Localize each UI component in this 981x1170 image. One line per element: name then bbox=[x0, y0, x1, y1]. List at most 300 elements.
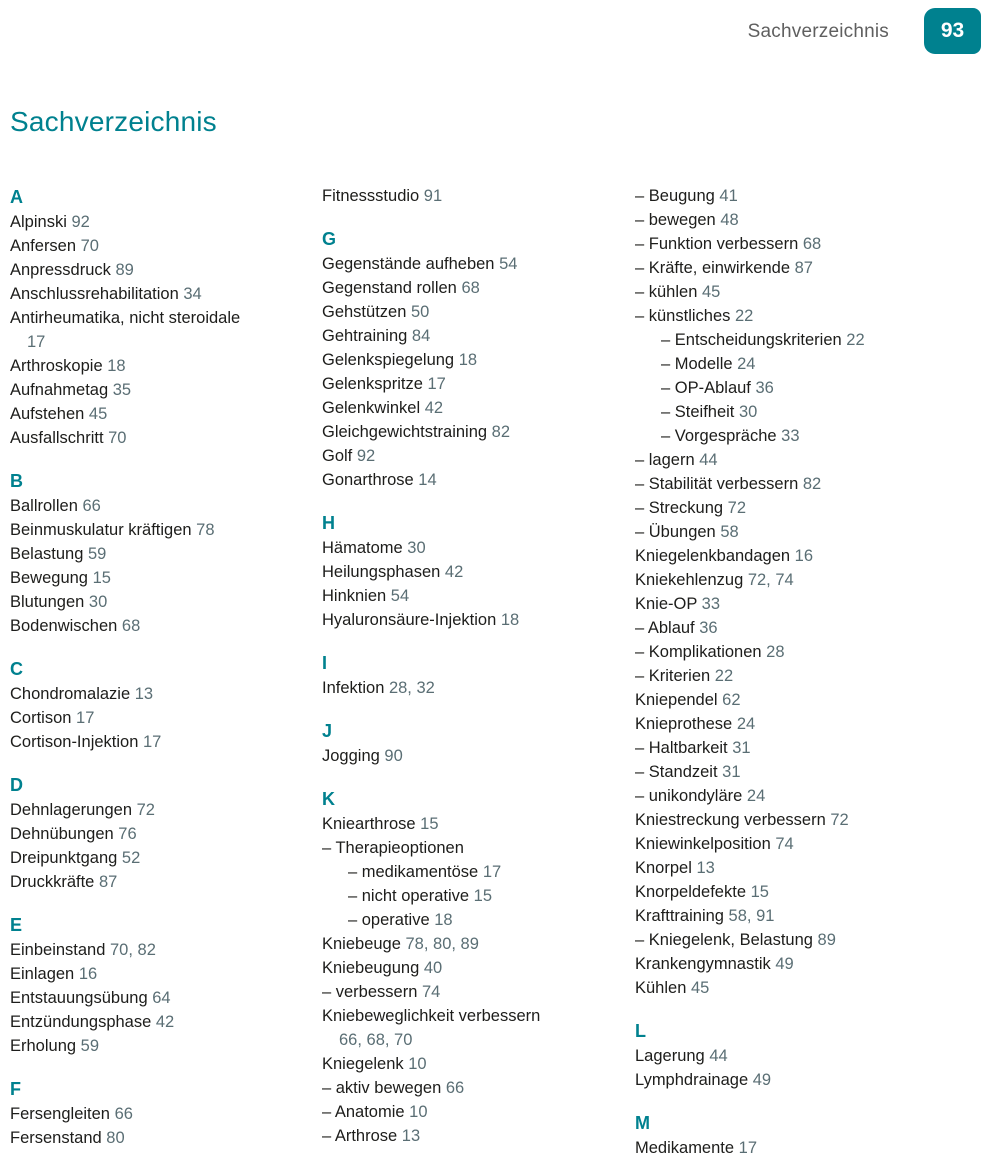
entry-pages: 66 bbox=[441, 1079, 465, 1097]
entry-pages: 66, 68, 70 bbox=[339, 1031, 413, 1049]
index-entry bbox=[635, 472, 975, 496]
entry-term: – Ablauf bbox=[635, 619, 695, 637]
entry-pages: 13 bbox=[691, 859, 715, 877]
entry-pages: 22 bbox=[730, 307, 754, 325]
entry-pages: 13 bbox=[397, 1127, 421, 1145]
entry-term: Lymphdrainage bbox=[635, 1071, 749, 1089]
index-entry bbox=[635, 832, 975, 856]
index-entry bbox=[10, 210, 312, 234]
entry-pages: 10 bbox=[403, 1055, 427, 1073]
index-entry bbox=[635, 232, 975, 256]
index-entry bbox=[322, 1076, 626, 1100]
index-entry bbox=[10, 798, 312, 822]
entry-term: Erholung bbox=[10, 1037, 77, 1055]
entry-pages: 13 bbox=[130, 685, 154, 703]
index-entry bbox=[635, 568, 975, 592]
index-section-J bbox=[322, 718, 626, 768]
entry-pages: 82 bbox=[487, 423, 511, 441]
entry-term: – lagern bbox=[635, 451, 695, 469]
index-entry bbox=[10, 938, 312, 962]
entry-term: Hinknien bbox=[322, 587, 387, 605]
entry-term: Knieprothese bbox=[635, 715, 733, 733]
index-section-C bbox=[10, 656, 312, 754]
entry-term: Gehtraining bbox=[322, 327, 408, 345]
index-entry bbox=[322, 1100, 626, 1124]
entry-pages: 31 bbox=[717, 763, 741, 781]
index-section-B bbox=[10, 468, 312, 638]
entry-pages: 22 bbox=[710, 667, 734, 685]
entry-term: – verbessern bbox=[322, 983, 418, 1001]
index-section-K bbox=[322, 786, 626, 1148]
section-letter-K: K bbox=[322, 789, 335, 809]
entry-term: Gegenstände aufheben bbox=[322, 255, 495, 273]
index-entry bbox=[635, 928, 975, 952]
section-letter-E: E bbox=[10, 915, 23, 935]
entry-pages: 54 bbox=[494, 255, 518, 273]
entry-pages: 17 bbox=[27, 333, 46, 351]
entry-pages: 64 bbox=[147, 989, 171, 1007]
entry-pages: 30 bbox=[734, 403, 758, 421]
entry-pages: 18 bbox=[454, 351, 478, 369]
index-entry bbox=[635, 904, 975, 928]
index-entry bbox=[10, 542, 312, 566]
entry-pages: 18 bbox=[102, 357, 126, 375]
index-entry bbox=[661, 328, 975, 352]
index-entry bbox=[10, 822, 312, 846]
index-entry bbox=[10, 846, 312, 870]
entry-term: Kniebeuge bbox=[322, 935, 401, 953]
entry-pages: 33 bbox=[697, 595, 720, 613]
entry-term: Kniekehlenzug bbox=[635, 571, 744, 589]
entry-term: Hämatome bbox=[322, 539, 403, 557]
entry-term: Antirheumatika, nicht steroidale bbox=[10, 309, 241, 327]
entry-pages: 59 bbox=[76, 1037, 99, 1055]
entry-term: Ballrollen bbox=[10, 497, 78, 515]
entry-term: Blutungen bbox=[10, 593, 85, 611]
entry-pages: 17 bbox=[138, 733, 162, 751]
index-entry bbox=[10, 258, 312, 282]
section-letter-J: J bbox=[322, 721, 333, 741]
index-section-A bbox=[10, 184, 312, 450]
index-entry bbox=[635, 952, 975, 976]
entry-term: Beinmuskulatur kräftigen bbox=[10, 521, 192, 539]
index-entry bbox=[322, 608, 626, 632]
entry-pages: 58, 91 bbox=[723, 907, 775, 925]
index-entry bbox=[322, 468, 626, 492]
entry-pages: 74 bbox=[770, 835, 794, 853]
index-section-L bbox=[635, 1018, 975, 1092]
entry-term: – Streckung bbox=[635, 499, 724, 517]
entry-pages: 15 bbox=[415, 815, 439, 833]
index-entry bbox=[10, 1102, 312, 1126]
entry-pages: 76 bbox=[113, 825, 137, 843]
index-entry bbox=[10, 1034, 312, 1058]
entry-pages: 14 bbox=[413, 471, 437, 489]
entry-pages: 10 bbox=[404, 1103, 428, 1121]
index-section-G bbox=[322, 226, 626, 492]
index-entry bbox=[322, 560, 626, 584]
index-entry bbox=[10, 614, 312, 638]
entry-term: Krafttraining bbox=[635, 907, 724, 925]
entry-term: Golf bbox=[322, 447, 353, 465]
index-entry bbox=[10, 682, 312, 706]
index-entry bbox=[635, 736, 975, 760]
section-letter-A: A bbox=[10, 187, 23, 207]
index-entry bbox=[322, 536, 626, 560]
index-entry bbox=[10, 426, 312, 450]
entry-term: Cortison bbox=[10, 709, 72, 727]
index-entry bbox=[635, 760, 975, 784]
entry-term: Entstauungsübung bbox=[10, 989, 148, 1007]
entry-pages: 70 bbox=[76, 237, 99, 255]
index-entry bbox=[322, 372, 626, 396]
entry-term: – Anatomie bbox=[322, 1103, 405, 1121]
entry-term: Kniestreckung verbessern bbox=[635, 811, 826, 829]
entry-pages: 49 bbox=[748, 1071, 772, 1089]
index-section-E bbox=[10, 912, 312, 1058]
entry-term: – aktiv bewegen bbox=[322, 1079, 442, 1097]
index-entry bbox=[322, 396, 626, 420]
index-entry bbox=[10, 870, 312, 894]
entry-pages: 34 bbox=[178, 285, 202, 303]
index-entry bbox=[635, 1044, 975, 1068]
entry-term: Einbeinstand bbox=[10, 941, 106, 959]
entry-term: – Funktion verbessern bbox=[635, 235, 799, 253]
entry-pages: 42 bbox=[440, 563, 464, 581]
entry-term: Belastung bbox=[10, 545, 84, 563]
entry-pages: 36 bbox=[750, 379, 774, 397]
entry-pages: 72 bbox=[132, 801, 155, 819]
entry-pages: 66 bbox=[109, 1105, 133, 1123]
section-letter-D: D bbox=[10, 775, 23, 795]
entry-pages: 16 bbox=[790, 547, 813, 565]
entry-pages: 68 bbox=[798, 235, 822, 253]
index-section-D bbox=[10, 772, 312, 894]
entry-term: Fitnessstudio bbox=[322, 187, 420, 205]
entry-term: – Standzeit bbox=[635, 763, 718, 781]
entry-term: – Übungen bbox=[635, 523, 716, 541]
index-entry bbox=[635, 880, 975, 904]
page-title: Sachverzeichnis bbox=[10, 106, 217, 137]
entry-pages: 58 bbox=[715, 523, 739, 541]
entry-pages: 15 bbox=[746, 883, 769, 901]
entry-term: – operative bbox=[348, 911, 430, 929]
index-entry bbox=[635, 448, 975, 472]
entry-pages: 74 bbox=[417, 983, 441, 1001]
entry-pages: 78 bbox=[191, 521, 215, 539]
index-entry bbox=[10, 494, 312, 518]
entry-term: Knorpeldefekte bbox=[635, 883, 746, 901]
entry-pages: 89 bbox=[812, 931, 836, 949]
index-entry bbox=[10, 378, 312, 402]
entry-term: Cortison-Injektion bbox=[10, 733, 139, 751]
entry-pages: 15 bbox=[469, 887, 493, 905]
entry-pages: 42 bbox=[151, 1013, 175, 1031]
entry-term: Anpressdruck bbox=[10, 261, 111, 279]
index-section-M bbox=[635, 1110, 975, 1160]
section-letter-G: G bbox=[322, 229, 337, 249]
entry-pages: 28 bbox=[761, 643, 785, 661]
index-entry bbox=[635, 280, 975, 304]
entry-term: Lagerung bbox=[635, 1047, 705, 1065]
entry-pages: 17 bbox=[71, 709, 95, 727]
entry-pages: 62 bbox=[717, 691, 741, 709]
entry-term: Aufstehen bbox=[10, 405, 85, 423]
entry-term: Ausfallschritt bbox=[10, 429, 104, 447]
entry-term: – Komplikationen bbox=[635, 643, 762, 661]
index-entry bbox=[635, 688, 975, 712]
section-letter-H: H bbox=[322, 513, 335, 533]
entry-pages: 87 bbox=[94, 873, 118, 891]
index-entry bbox=[322, 744, 626, 768]
section-letter-B: B bbox=[10, 471, 23, 491]
index-entry bbox=[10, 282, 312, 306]
index-entry bbox=[635, 640, 975, 664]
entry-term: Heilungsphasen bbox=[322, 563, 441, 581]
entry-pages: 78, 80, 89 bbox=[400, 935, 479, 953]
entry-pages: 59 bbox=[83, 545, 107, 563]
entry-pages: 30 bbox=[402, 539, 426, 557]
entry-pages: 17 bbox=[734, 1139, 757, 1157]
index-entry bbox=[661, 376, 975, 400]
index-entry bbox=[348, 884, 626, 908]
index-section-I bbox=[322, 650, 626, 700]
index-entry bbox=[322, 836, 626, 860]
entry-pages: 70 bbox=[103, 429, 127, 447]
entry-term: Gehstützen bbox=[322, 303, 407, 321]
entry-term: – nicht operative bbox=[348, 887, 470, 905]
entry-term: Knie-OP bbox=[635, 595, 698, 613]
section-letter-I: I bbox=[322, 653, 328, 673]
index-entry bbox=[348, 908, 626, 932]
entry-term: Kniegelenkbandagen bbox=[635, 547, 791, 565]
entry-pages: 66 bbox=[77, 497, 101, 515]
entry-term: Entzündungsphase bbox=[10, 1013, 152, 1031]
entry-term: Alpinski bbox=[10, 213, 67, 231]
entry-term: Chondromalazie bbox=[10, 685, 131, 703]
entry-pages: 42 bbox=[420, 399, 444, 417]
entry-pages: 41 bbox=[714, 187, 738, 205]
entry-term: Anfersen bbox=[10, 237, 77, 255]
entry-term: Kniearthrose bbox=[322, 815, 416, 833]
entry-term: Kniebeweglichkeit verbessern bbox=[322, 1007, 541, 1025]
entry-term: – OP-Ablauf bbox=[661, 379, 751, 397]
entry-term: – Kräfte, einwirkende bbox=[635, 259, 791, 277]
index-entry bbox=[10, 566, 312, 590]
index-column-3 bbox=[635, 184, 975, 1160]
entry-pages: 24 bbox=[732, 355, 756, 373]
index-entry bbox=[322, 980, 626, 1004]
index-entry bbox=[322, 252, 626, 276]
entry-pages: 45 bbox=[697, 283, 721, 301]
entry-term: Dreipunktgang bbox=[10, 849, 118, 867]
entry-pages: 18 bbox=[496, 611, 520, 629]
entry-pages: 92 bbox=[66, 213, 90, 231]
entry-pages: 52 bbox=[117, 849, 141, 867]
entry-pages: 24 bbox=[732, 715, 756, 733]
index-entry bbox=[322, 676, 626, 700]
entry-pages: 44 bbox=[694, 451, 718, 469]
entry-term: Arthroskopie bbox=[10, 357, 103, 375]
entry-term: – bewegen bbox=[635, 211, 716, 229]
index-entry bbox=[635, 1068, 975, 1092]
entry-term: – Arthrose bbox=[322, 1127, 398, 1145]
index-entry bbox=[322, 1052, 626, 1076]
index-entry bbox=[322, 956, 626, 980]
entry-term: Gleichgewichtstraining bbox=[322, 423, 488, 441]
entry-pages: 92 bbox=[352, 447, 376, 465]
index-entry bbox=[322, 276, 626, 300]
index-entry bbox=[322, 348, 626, 372]
entry-pages: 50 bbox=[406, 303, 430, 321]
index-entry bbox=[322, 184, 626, 208]
entry-term: Gelenkspiegelung bbox=[322, 351, 455, 369]
index-entry bbox=[322, 812, 626, 836]
entry-term: Bodenwischen bbox=[10, 617, 118, 635]
entry-term: Jogging bbox=[322, 747, 380, 765]
entry-pages: 44 bbox=[704, 1047, 728, 1065]
index-entry bbox=[635, 808, 975, 832]
entry-term: – Entscheidungskriterien bbox=[661, 331, 842, 349]
entry-term: Gelenkwinkel bbox=[322, 399, 421, 417]
index-entry bbox=[635, 664, 975, 688]
entry-term: Gegenstand rollen bbox=[322, 279, 457, 297]
entry-pages: 89 bbox=[110, 261, 134, 279]
index-entry bbox=[635, 1136, 975, 1160]
entry-pages: 72, 74 bbox=[743, 571, 794, 589]
index-entry bbox=[10, 306, 312, 354]
index-section-continued bbox=[635, 184, 975, 1000]
index-column-2 bbox=[322, 184, 626, 1148]
index-entry bbox=[635, 976, 975, 1000]
entry-pages: 45 bbox=[84, 405, 108, 423]
index-entry bbox=[322, 324, 626, 348]
entry-pages: 24 bbox=[742, 787, 766, 805]
entry-term: Bewegung bbox=[10, 569, 88, 587]
index-entry bbox=[635, 184, 975, 208]
index-entry bbox=[348, 860, 626, 884]
entry-pages: 31 bbox=[727, 739, 751, 757]
index-entry bbox=[635, 544, 975, 568]
entry-term: – Kniegelenk, Belastung bbox=[635, 931, 813, 949]
index-entry bbox=[661, 400, 975, 424]
entry-pages: 18 bbox=[429, 911, 453, 929]
index-entry bbox=[635, 256, 975, 280]
entry-pages: 70, 82 bbox=[105, 941, 156, 959]
index-entry bbox=[322, 584, 626, 608]
entry-pages: 72 bbox=[723, 499, 746, 517]
entry-pages: 30 bbox=[84, 593, 108, 611]
entry-term: Hyaluronsäure-Injektion bbox=[322, 611, 497, 629]
index-entry bbox=[322, 1124, 626, 1148]
index-section-F bbox=[10, 1076, 312, 1150]
index-entry bbox=[635, 208, 975, 232]
entry-pages: 49 bbox=[770, 955, 794, 973]
entry-term: – Haltbarkeit bbox=[635, 739, 728, 757]
entry-term: Knorpel bbox=[635, 859, 692, 877]
entry-term: Kniegelenk bbox=[322, 1055, 404, 1073]
entry-term: Kühlen bbox=[635, 979, 687, 997]
entry-term: Einlagen bbox=[10, 965, 75, 983]
entry-term: – Therapieoptionen bbox=[322, 839, 464, 857]
entry-pages: 90 bbox=[379, 747, 403, 765]
entry-pages: 45 bbox=[686, 979, 710, 997]
entry-pages: 84 bbox=[407, 327, 431, 345]
entry-term: – Vorgespräche bbox=[661, 427, 777, 445]
entry-term: Infektion bbox=[322, 679, 385, 697]
index-entry bbox=[661, 424, 975, 448]
index-entry bbox=[635, 856, 975, 880]
index-entry bbox=[635, 520, 975, 544]
entry-pages: 22 bbox=[841, 331, 865, 349]
entry-pages: 72 bbox=[825, 811, 849, 829]
entry-pages: 91 bbox=[419, 187, 443, 205]
section-letter-M: M bbox=[635, 1113, 650, 1133]
index-entry bbox=[10, 706, 312, 730]
entry-pages: 16 bbox=[74, 965, 98, 983]
entry-pages: 54 bbox=[386, 587, 410, 605]
running-header-title: Sachverzeichnis bbox=[747, 21, 889, 42]
entry-term: – Steifheit bbox=[661, 403, 735, 421]
entry-term: Aufnahmetag bbox=[10, 381, 109, 399]
entry-pages: 80 bbox=[101, 1129, 125, 1147]
entry-pages: 87 bbox=[790, 259, 813, 277]
entry-term: – Kriterien bbox=[635, 667, 711, 685]
entry-pages: 36 bbox=[694, 619, 718, 637]
entry-term: Krankengymnastik bbox=[635, 955, 771, 973]
index-section-H bbox=[322, 510, 626, 632]
index-entry bbox=[661, 352, 975, 376]
index-entry bbox=[10, 234, 312, 258]
index-entry bbox=[10, 518, 312, 542]
entry-pages: 68 bbox=[456, 279, 480, 297]
index-section-continued bbox=[322, 184, 626, 208]
index-entry bbox=[10, 986, 312, 1010]
index-entry bbox=[322, 300, 626, 324]
entry-pages: 35 bbox=[108, 381, 132, 399]
entry-pages: 40 bbox=[419, 959, 443, 977]
index-entry bbox=[322, 420, 626, 444]
page-number-badge: 93 bbox=[924, 8, 981, 54]
index-entry bbox=[635, 784, 975, 808]
entry-pages: 33 bbox=[776, 427, 800, 445]
entry-pages: 82 bbox=[798, 475, 822, 493]
section-letter-F: F bbox=[10, 1079, 21, 1099]
index-entry bbox=[10, 730, 312, 754]
entry-term: Kniependel bbox=[635, 691, 718, 709]
index-entry bbox=[635, 304, 975, 328]
index-entry bbox=[10, 402, 312, 426]
entry-pages: 68 bbox=[117, 617, 141, 635]
index-entry bbox=[322, 1004, 626, 1052]
section-letter-C: C bbox=[10, 659, 23, 679]
index-entry bbox=[10, 962, 312, 986]
index-entry bbox=[635, 592, 975, 616]
index-entry bbox=[322, 444, 626, 468]
entry-pages: 28, 32 bbox=[384, 679, 435, 697]
index-entry bbox=[635, 712, 975, 736]
entry-term: Kniebeugung bbox=[322, 959, 420, 977]
entry-pages: 48 bbox=[715, 211, 739, 229]
index-entry bbox=[10, 1010, 312, 1034]
entry-term: Dehnübungen bbox=[10, 825, 114, 843]
entry-term: – Stabilität verbessern bbox=[635, 475, 799, 493]
entry-term: Fersengleiten bbox=[10, 1105, 110, 1123]
entry-pages: 15 bbox=[87, 569, 111, 587]
entry-term: Druckkräfte bbox=[10, 873, 95, 891]
entry-term: – Modelle bbox=[661, 355, 733, 373]
entry-pages: 17 bbox=[422, 375, 446, 393]
